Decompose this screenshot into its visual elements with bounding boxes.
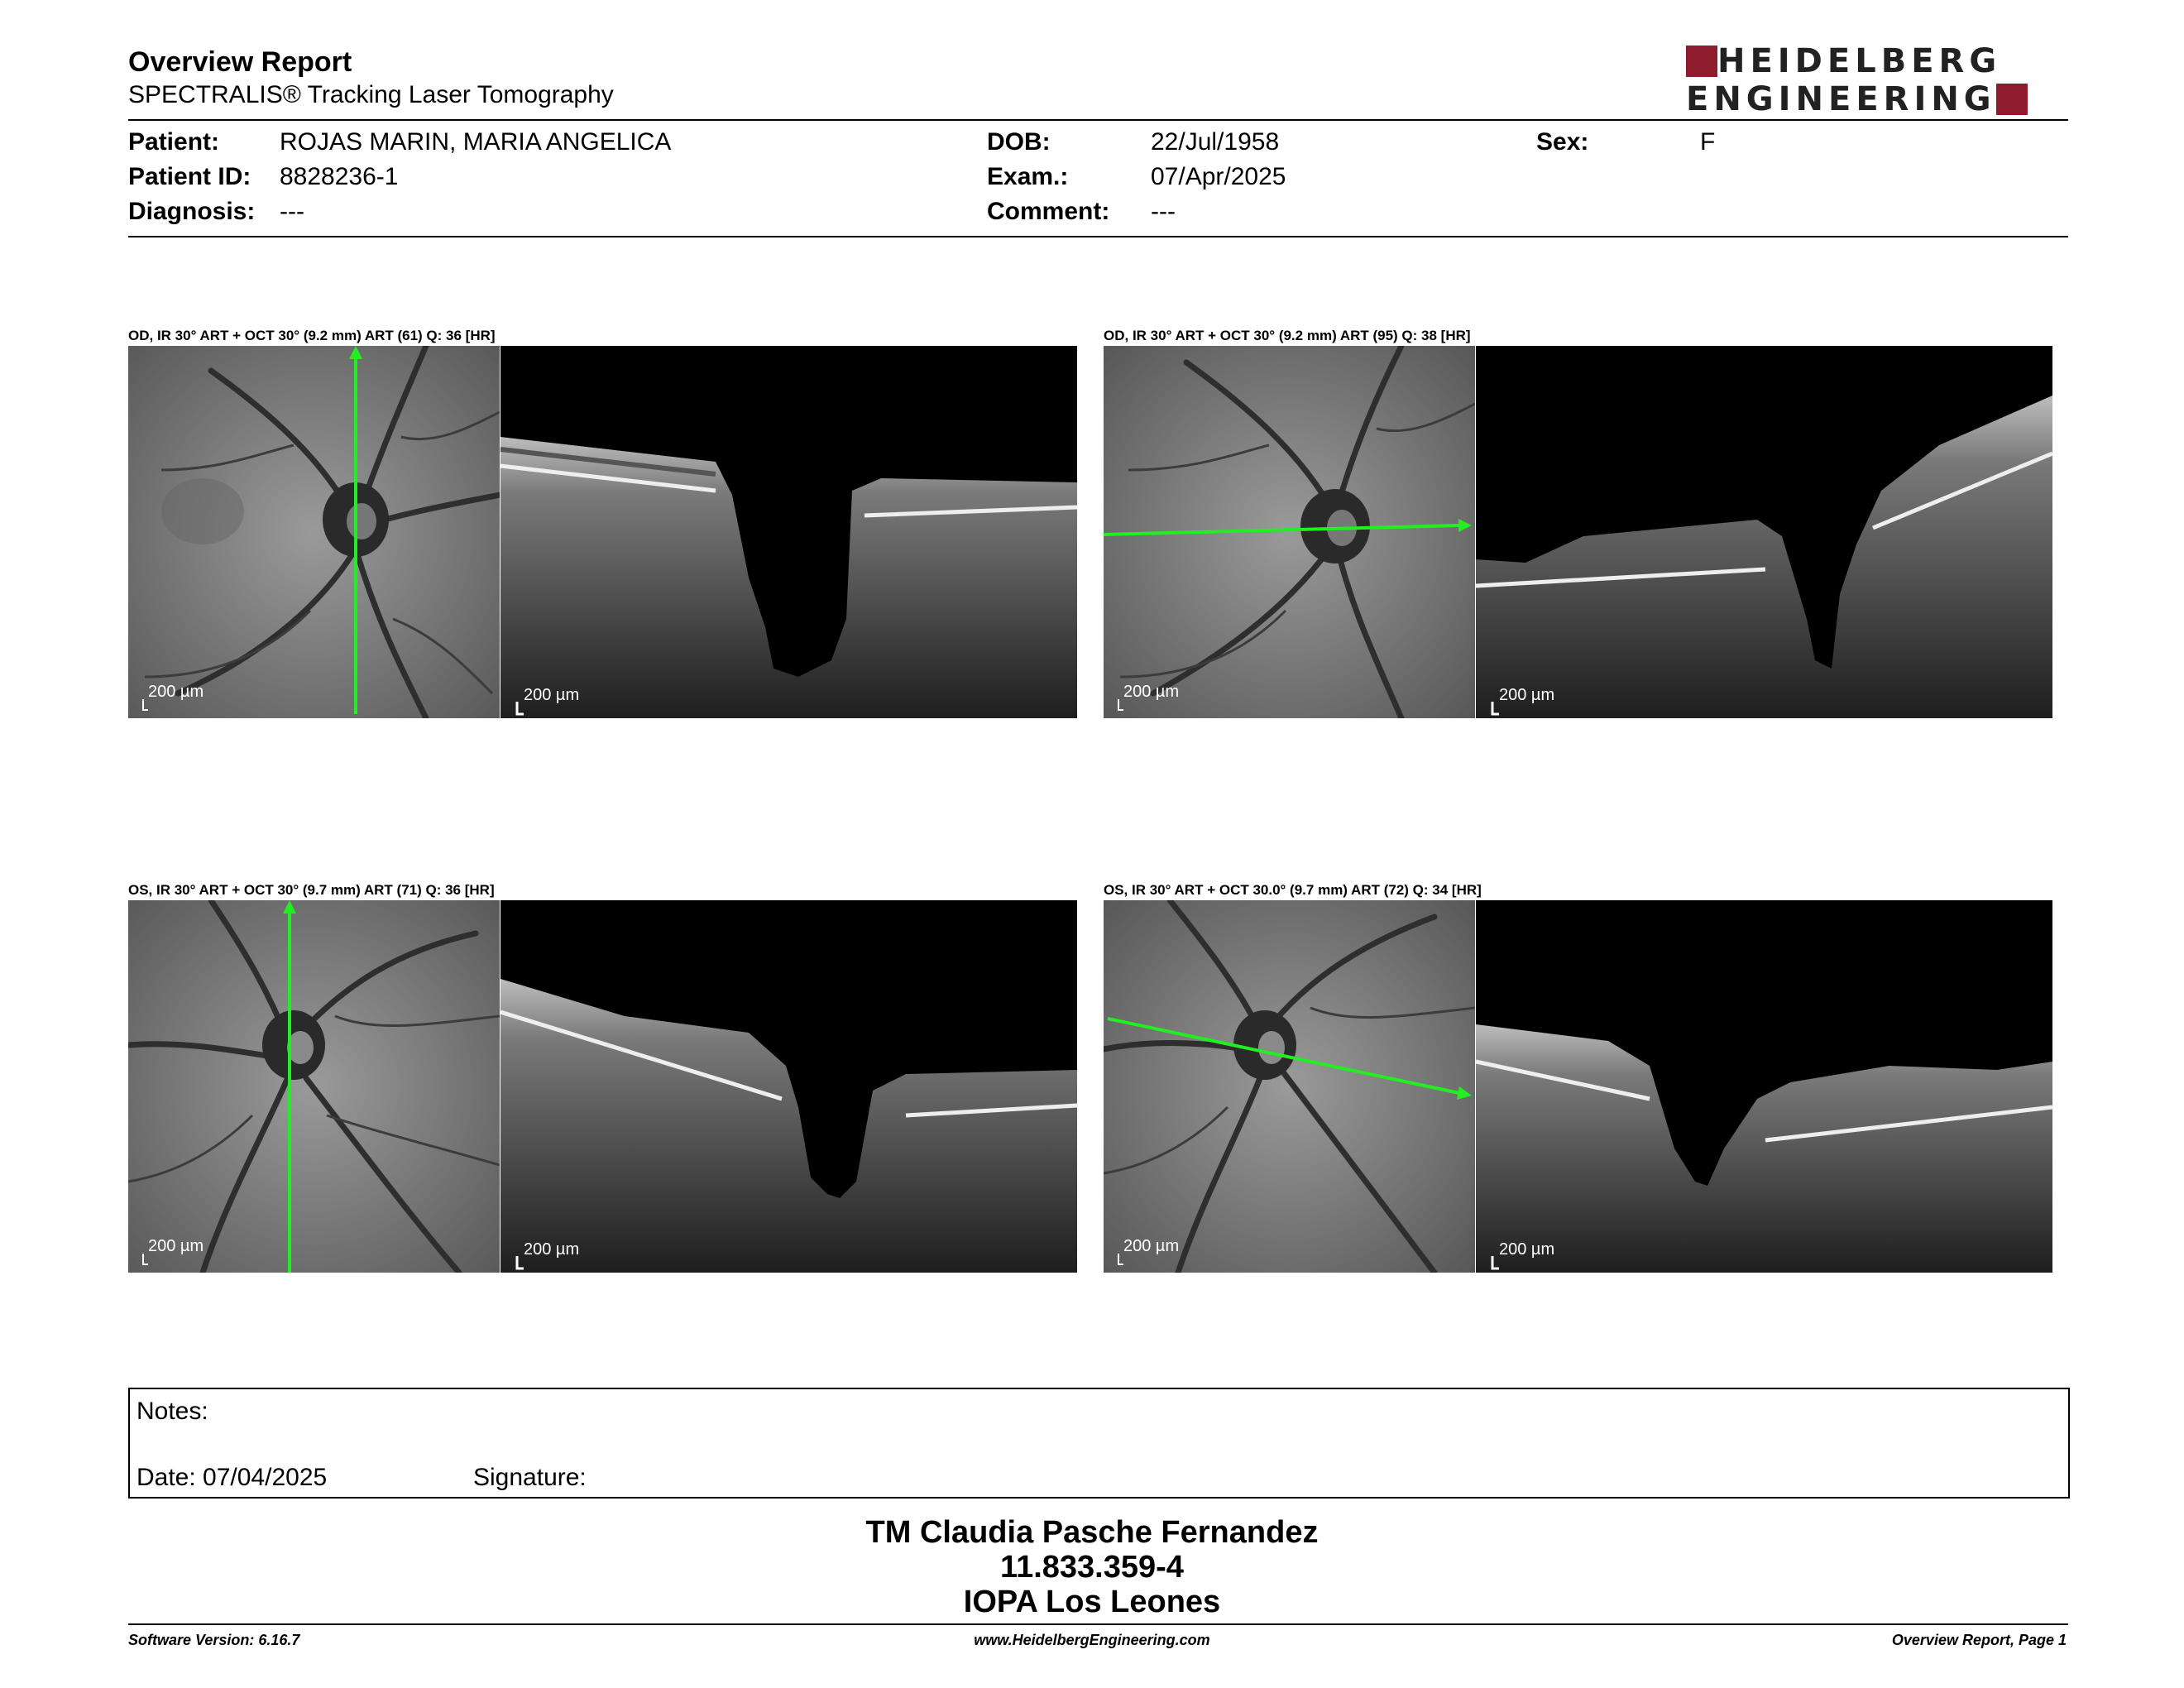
oct-bscan-image	[1476, 346, 2052, 718]
oct-scale-bar: 200 µm	[1499, 686, 1555, 704]
oct-bscan-image	[1476, 900, 2052, 1273]
oct-bscan-image	[500, 346, 1077, 718]
sex-label: Sex:	[1536, 128, 1589, 156]
oct-scale-bar: 200 µm	[1499, 1240, 1555, 1259]
dob-label: DOB:	[987, 128, 1051, 156]
header-rule	[128, 119, 2068, 121]
website-link[interactable]: www.HeidelbergEngineering.com	[974, 1632, 1210, 1648]
signatory-id: 11.833.359-4	[1000, 1550, 1184, 1585]
comment-label: Comment:	[987, 198, 1110, 225]
scan-caption: OD, IR 30° ART + OCT 30° (9.2 mm) ART (95) Q: 38 [HR]	[1104, 328, 1471, 343]
diagnosis-value: ---	[280, 198, 304, 225]
diagnosis-label: Diagnosis:	[128, 198, 256, 225]
date-label: Date: 07/04/2025	[136, 1464, 328, 1491]
exam-value: 07/Apr/2025	[1151, 163, 1286, 190]
signatory-org: IOPA Los Leones	[963, 1585, 1221, 1619]
signature-label: Signature:	[473, 1464, 587, 1491]
ir-scale-bar: 200 µm	[148, 683, 204, 701]
ir-scale-bar: 200 µm	[1123, 683, 1180, 701]
heidelberg-logo	[1686, 42, 2067, 118]
exam-label: Exam.:	[987, 163, 1069, 190]
ir-scale-bar: 200 µm	[1123, 1237, 1180, 1255]
ir-fundus-image	[1104, 900, 1475, 1273]
scan-caption: OS, IR 30° ART + OCT 30° (9.7 mm) ART (71) Q: 36 [HR]	[128, 882, 495, 898]
dob-value: 22/Jul/1958	[1151, 128, 1280, 156]
notes-label: Notes:	[136, 1398, 208, 1425]
patient-id-label: Patient ID:	[128, 163, 251, 190]
logo-line2: ENGINEERING	[1686, 80, 1996, 118]
report-title: Overview Report	[128, 46, 352, 78]
sex-value: F	[1700, 128, 1716, 156]
comment-value: ---	[1151, 198, 1176, 225]
patient-rule	[128, 236, 2068, 237]
ir-fundus-image	[128, 900, 500, 1273]
software-version: Software Version: 6.16.7	[128, 1632, 300, 1648]
scan-caption: OD, IR 30° ART + OCT 30° (9.2 mm) ART (61) Q: 36 [HR]	[128, 328, 496, 343]
oct-bscan-image	[500, 900, 1077, 1273]
footer-rule	[128, 1623, 2068, 1625]
signatory-name: TM Claudia Pasche Fernandez	[865, 1515, 1319, 1550]
oct-scale-bar: 200 µm	[524, 1240, 580, 1259]
page-number: Overview Report, Page 1	[1891, 1632, 2067, 1648]
logo-square-icon	[1996, 84, 2028, 115]
report-subtitle: SPECTRALIS® Tracking Laser Tomography	[128, 81, 614, 108]
patient-id: 8828236-1	[280, 163, 399, 190]
oct-scale-bar: 200 µm	[524, 686, 580, 704]
notes-box[interactable]	[128, 1388, 2070, 1499]
logo-line1: HEIDELBERG	[1717, 42, 2002, 80]
patient-name: ROJAS MARIN, MARIA ANGELICA	[280, 128, 672, 156]
patient-label: Patient:	[128, 128, 220, 156]
ir-fundus-image	[128, 346, 500, 718]
logo-square-icon	[1686, 46, 1717, 77]
ir-scale-bar: 200 µm	[148, 1237, 204, 1255]
ir-fundus-image	[1104, 346, 1475, 718]
scan-caption: OS, IR 30° ART + OCT 30.0° (9.7 mm) ART (72) Q: 34 [HR]	[1104, 882, 1482, 898]
